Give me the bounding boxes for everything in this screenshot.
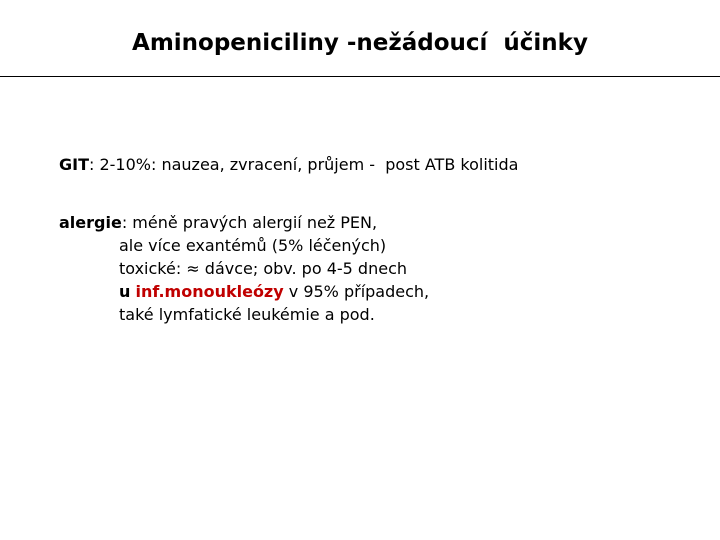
title-divider — [0, 76, 720, 77]
page-title: Aminopeniciliny -nežádoucí účinky — [132, 30, 588, 56]
allergy-line-5: také lymfatické leukémie a pod. — [119, 305, 375, 324]
mononucleosis-highlight: inf.monoukleózy — [135, 282, 284, 301]
allergy-line-4 — [59, 280, 429, 303]
allergy-line-3: toxické: ≈ dávce; obv. po 4-5 dnech — [119, 259, 408, 278]
allergy-bullet — [59, 211, 429, 326]
allergy-text-1: : méně pravých alergií než PEN, — [121, 213, 378, 232]
allergy-line-1 — [59, 211, 429, 234]
git-bullet — [59, 155, 518, 174]
allergy-line-4-prefix: u — [119, 282, 131, 301]
git-term: GIT — [59, 155, 89, 174]
allergy-line-4-suffix: v 95% případech, — [283, 282, 430, 301]
allergy-line-2: ale více exantémů (5% léčených) — [119, 236, 387, 255]
allergy-term: alergie — [59, 213, 122, 232]
git-text: : 2-10%: nauzea, zvracení, průjem - post ATB kolitida — [89, 155, 519, 174]
